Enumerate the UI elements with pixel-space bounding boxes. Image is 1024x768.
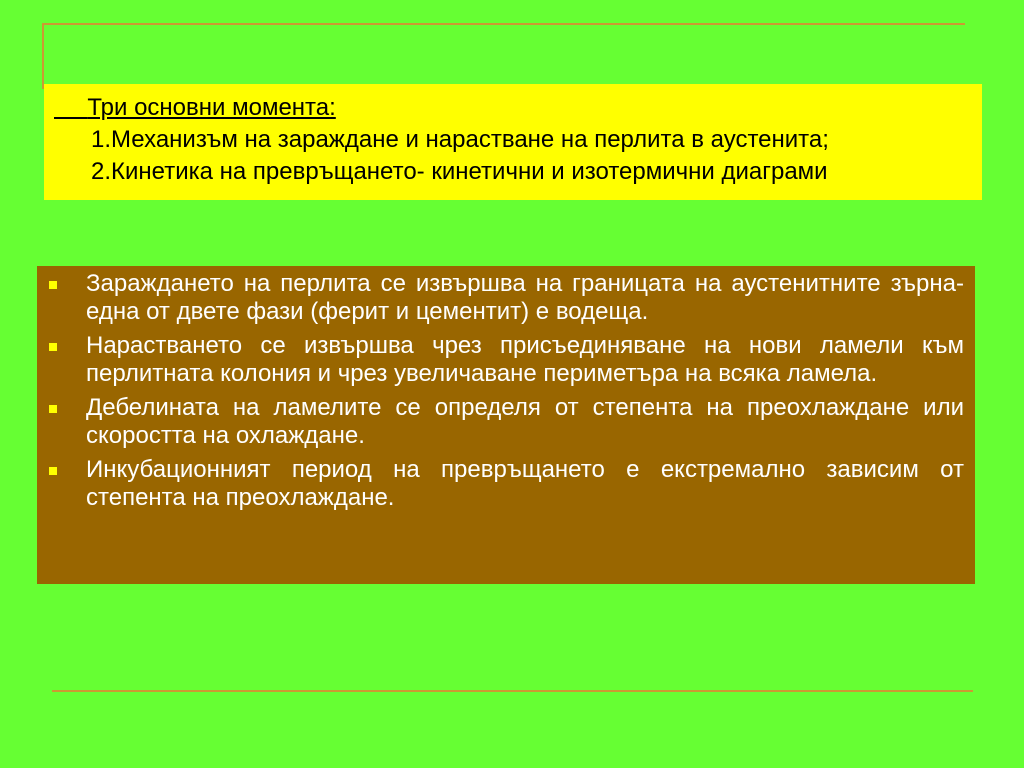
square-bullet-icon <box>49 405 57 413</box>
bullet-item-nucleation <box>49 270 964 326</box>
square-bullet-icon <box>49 281 57 289</box>
title-heading-underline-spacer <box>54 94 87 121</box>
left-rule <box>42 23 44 89</box>
bullet-item-lamella-thickness <box>49 394 964 450</box>
title-box <box>44 84 982 200</box>
title-item-1: 1.Механизъм на зараждане и нарастване на перлита в аустенита; <box>91 126 829 153</box>
square-bullet-icon <box>49 343 57 351</box>
bullet-text: Инкубационният период на превръщането е екстремално зависим от степента на преохлаждане. <box>86 456 964 511</box>
square-bullet-icon <box>49 467 57 475</box>
bullet-text: Нарастването се извършва чрез присъединяване на нови ламели към перлитната колония и чрез увеличаване периметъра на всяка ламела. <box>86 332 964 387</box>
bullet-item-growth <box>49 332 964 388</box>
bullet-item-incubation <box>49 456 964 512</box>
title-heading-text: Три основни момента: <box>87 94 336 121</box>
top-rule <box>42 23 965 25</box>
title-item-2: 2.Кинетика на превръщането- кинетични и изотермични диаграми <box>91 158 828 185</box>
bullet-text: Зараждането на перлита се извършва на границата на аустенитните зърна- една от двете фази (ферит и цементит) е водеща. <box>86 270 964 325</box>
content-box <box>37 266 975 584</box>
bullet-list <box>49 270 964 512</box>
title-heading <box>44 92 982 124</box>
bullet-text: Дебелината на ламелите се определя от степента на преохлаждане или скоростта на охлаждане. <box>86 394 964 449</box>
bottom-rule <box>52 690 973 692</box>
